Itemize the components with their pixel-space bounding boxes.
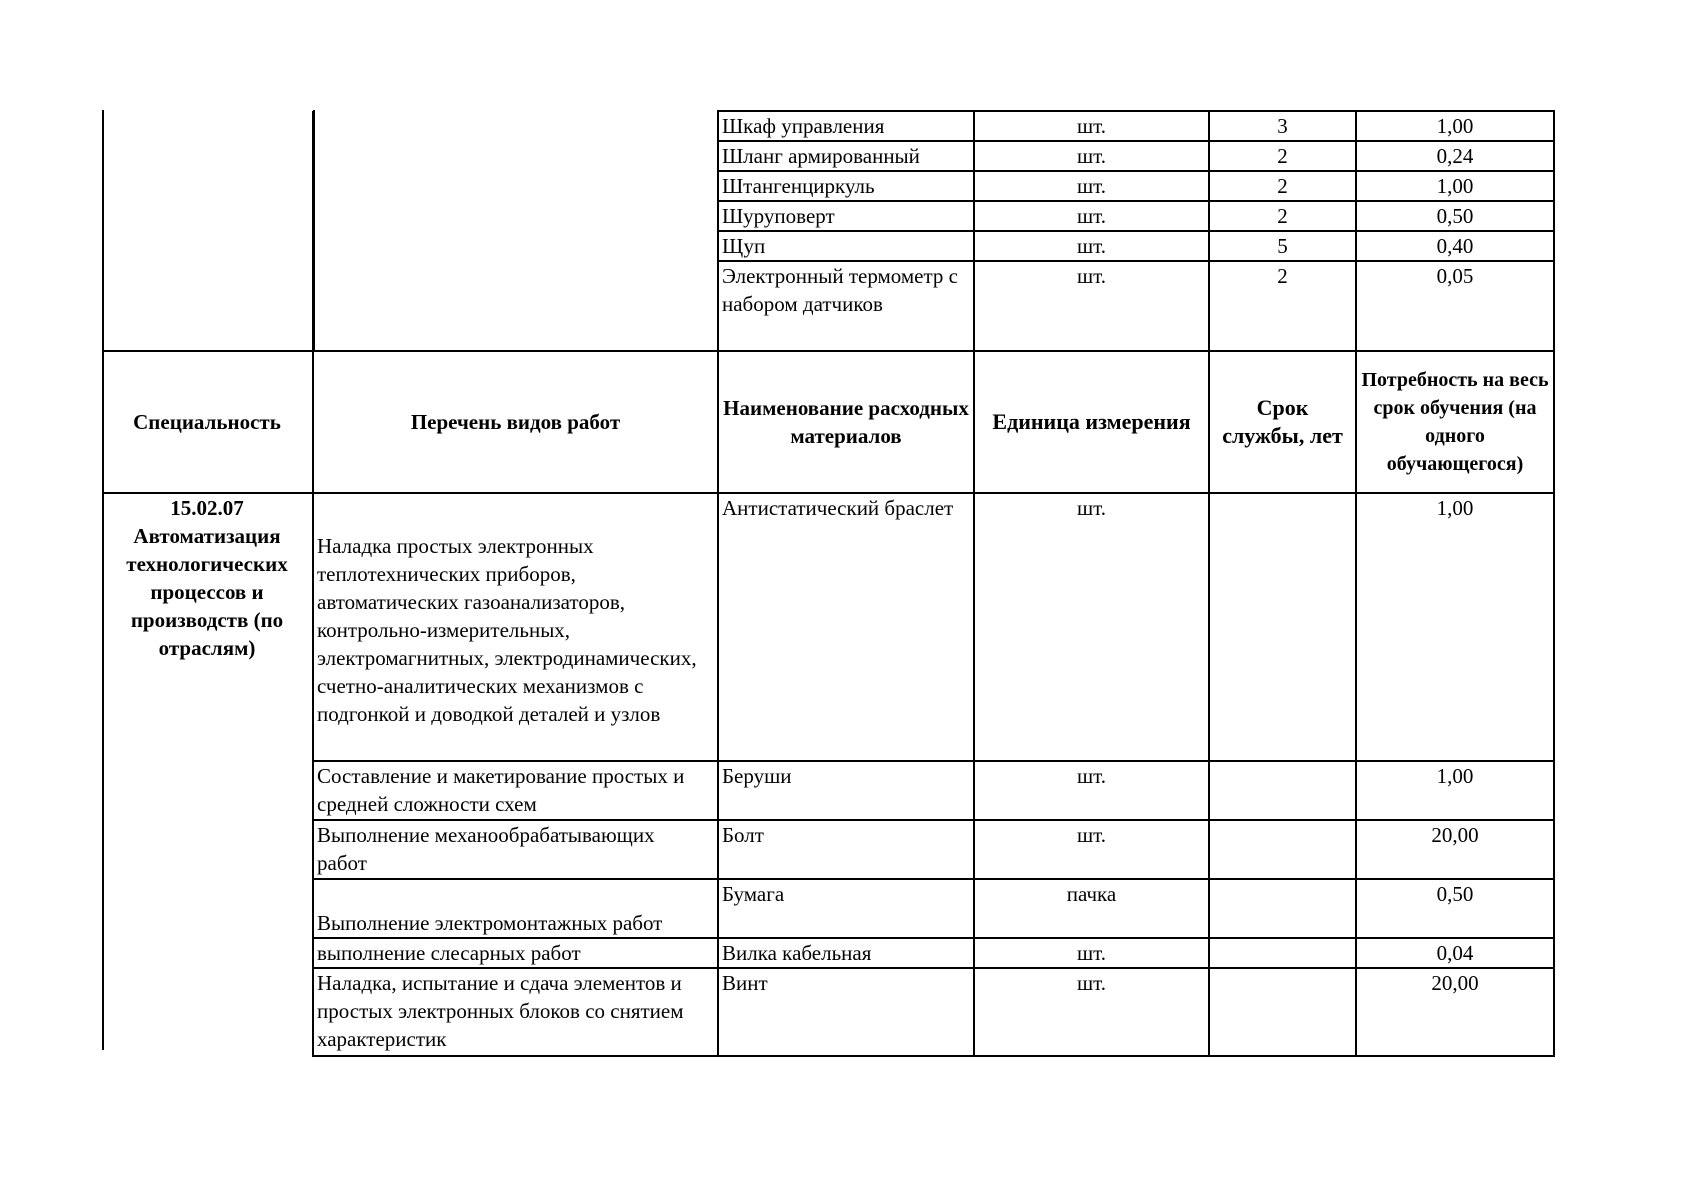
- need-value: 1,00: [1356, 761, 1554, 820]
- material-name: Беруши: [718, 761, 974, 820]
- unit: пачка: [974, 879, 1209, 938]
- work-description: Наладка, испытание и сдача элементов и простых электронных блоков со снятием характеристик: [313, 968, 718, 1056]
- need-value: 0,24: [1356, 141, 1554, 171]
- header-specialty: Специальность: [102, 351, 313, 493]
- specialty-cell-continued: [102, 111, 313, 351]
- table-row: [102, 111, 1554, 141]
- need-value: 0,50: [1356, 201, 1554, 231]
- need-value: 0,50: [1356, 879, 1554, 938]
- service-life: [1209, 879, 1356, 938]
- unit: шт.: [974, 261, 1209, 351]
- table-row: [102, 879, 1554, 938]
- need-value: 1,00: [1356, 493, 1554, 761]
- material-name: Электронный термометр с набором датчиков: [718, 261, 974, 351]
- specialty-name: Автоматизация технологических процессов и производств (по отраслям): [126, 524, 288, 660]
- material-name: Антистатический браслет: [718, 493, 974, 761]
- material-name: Шкаф управления: [718, 111, 974, 141]
- need-value: 1,00: [1356, 171, 1554, 201]
- table-row: [102, 493, 1554, 761]
- header-works: Перечень видов работ: [313, 351, 718, 493]
- need-value: 1,00: [1356, 111, 1554, 141]
- service-life: [1209, 968, 1356, 1056]
- material-name: Щуп: [718, 231, 974, 261]
- header-life: Срок службы, лет: [1209, 351, 1356, 493]
- unit: шт.: [974, 938, 1209, 968]
- service-life: 2: [1209, 201, 1356, 231]
- service-life: [1209, 938, 1356, 968]
- service-life: 5: [1209, 231, 1356, 261]
- unit: шт.: [974, 968, 1209, 1056]
- need-value: 0,04: [1356, 938, 1554, 968]
- unit: шт.: [974, 171, 1209, 201]
- unit: шт.: [974, 820, 1209, 879]
- need-value: 20,00: [1356, 820, 1554, 879]
- work-description: Выполнение механообрабатывающих работ: [313, 820, 718, 879]
- work-description: Наладка простых электронных теплотехнических приборов, автоматических газоанализаторов, контрольно-измерительных, электромагнитных, электродинамических, счетно-аналитических механизмов с подгонкой и доводкой деталей и узлов: [313, 493, 718, 761]
- specialty-code: 15.02.07: [170, 496, 244, 520]
- work-description: выполнение слесарных работ: [313, 938, 718, 968]
- material-name: Шуруповерт: [718, 201, 974, 231]
- work-description: Выполнение электромонтажных работ: [313, 879, 718, 938]
- service-life: 3: [1209, 111, 1356, 141]
- material-name: Вилка кабельная: [718, 938, 974, 968]
- header-need: Потребность на весь срок обучения (на одного обучающегося): [1356, 351, 1554, 493]
- service-life: [1209, 820, 1356, 879]
- service-life: 2: [1209, 171, 1356, 201]
- unit: шт.: [974, 111, 1209, 141]
- need-value: 20,00: [1356, 968, 1554, 1056]
- material-name: Винт: [718, 968, 974, 1056]
- unit: шт.: [974, 201, 1209, 231]
- unit: шт.: [974, 231, 1209, 261]
- service-life: [1209, 493, 1356, 761]
- table-header-row: [102, 351, 1554, 493]
- unit: шт.: [974, 141, 1209, 171]
- table-row: [102, 820, 1554, 879]
- service-life: 2: [1209, 261, 1356, 351]
- service-life: 2: [1209, 141, 1356, 171]
- specialty-cell: [102, 493, 313, 1056]
- table-row: [102, 968, 1554, 1056]
- need-value: 0,05: [1356, 261, 1554, 351]
- service-life: [1209, 761, 1356, 820]
- table-row: [102, 761, 1554, 820]
- material-name: Штангенциркуль: [718, 171, 974, 201]
- material-name: Болт: [718, 820, 974, 879]
- need-value: 0,40: [1356, 231, 1554, 261]
- works-cell-continued: [313, 111, 718, 351]
- unit: шт.: [974, 493, 1209, 761]
- material-name: Бумага: [718, 879, 974, 938]
- table-row: [102, 938, 1554, 968]
- header-material: Наименование расходных материалов: [718, 351, 974, 493]
- material-name: Шланг армированный: [718, 141, 974, 171]
- materials-table: [102, 110, 1555, 1057]
- header-unit: Единица измерения: [974, 351, 1209, 493]
- unit: шт.: [974, 761, 1209, 820]
- work-description: Составление и макетирование простых и средней сложности схем: [313, 761, 718, 820]
